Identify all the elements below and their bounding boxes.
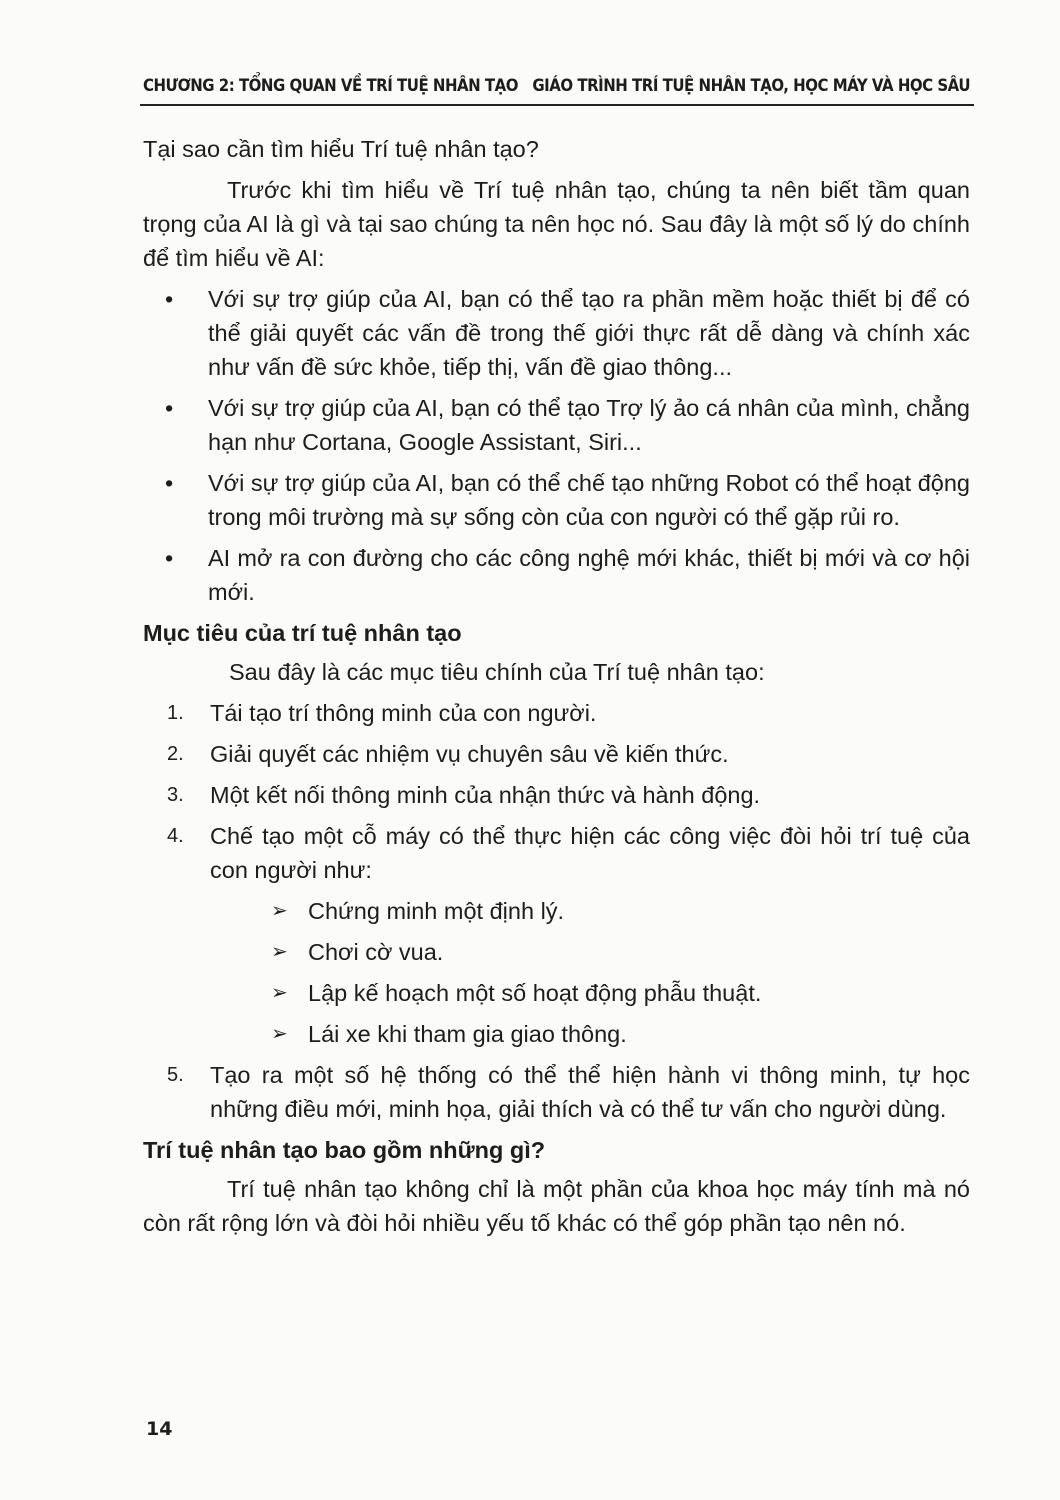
sub-item: ➢ Chơi cờ vua. — [143, 935, 970, 969]
sub-item: ➢ Lái xe khi tham gia giao thông. — [143, 1017, 970, 1051]
arrow-bullet-icon: ➢ — [271, 900, 288, 922]
sub-item: ➢ Lập kế hoạch một số hoạt động phẫu thuật. — [143, 976, 970, 1010]
paragraph: Trước khi tìm hiểu về Trí tuệ nhân tạo, chúng ta nên biết tầm quan trọng của AI là gì và tại sao chúng ta nên học nó. Sau đây là một số lý do chính để tìm hiểu về AI: — [143, 177, 970, 271]
bullet-icon: • — [165, 545, 174, 571]
numbered-item: 2. Giải quyết các nhiệm vụ chuyên sâu về kiến thức. — [167, 741, 729, 767]
sub-item: ➢ Chứng minh một định lý. — [143, 894, 970, 928]
arrow-bullet-icon: ➢ — [271, 982, 288, 1004]
bullet-icon: • — [165, 395, 174, 421]
bullet-item: • Với sự trợ giúp của AI, bạn có thể chế tạo những Robot có thể hoạt động trong môi trường mà sự sống còn của con người có thể gặp rủi ro. — [143, 466, 970, 534]
bullet-item: • Với sự trợ giúp của AI, bạn có thể tạo ra phần mềm hoặc thiết bị để có thể giải quyết các vấn đề trong thế giới thực rất dễ dàng và chính xác như vấn đề sức khỏe, tiếp thị, vấn đề giao thông... — [143, 282, 970, 384]
running-header — [143, 75, 970, 96]
numbered-item: 3. Một kết nối thông minh của nhận thức và hành động. — [167, 782, 761, 808]
paragraph: Sau đây là các mục tiêu chính của Trí tuệ nhân tạo: — [229, 659, 765, 685]
bullet-item: • Với sự trợ giúp của AI, bạn có thể tạo Trợ lý ảo cá nhân của mình, chẳng hạn như Cortana, Google Assistant, Siri... — [143, 391, 970, 459]
bullet-item: • AI mở ra con đường cho các công nghệ mới khác, thiết bị mới và cơ hội mới. — [143, 541, 970, 609]
header-chapter: CHƯƠNG 2: TỔNG QUAN VỀ TRÍ TUỆ NHÂN TẠO — [143, 74, 518, 96]
numbered-item: 5. Tạo ra một số hệ thống có thể thể hiện hành vi thông minh, tự học những điều mới, minh họa, giải thích và có thể tư vấn cho người dùng. — [167, 1062, 970, 1122]
numbered-item: 1. Tái tạo trí thông minh của con người. — [167, 700, 597, 726]
arrow-bullet-icon: ➢ — [271, 941, 288, 963]
header-book-title: GIÁO TRÌNH TRÍ TUỆ NHÂN TẠO, HỌC MÁY VÀ HỌC SÂU — [532, 74, 970, 96]
arrow-bullet-icon: ➢ — [271, 1023, 288, 1045]
numbered-item: 4. Chế tạo một cỗ máy có thể thực hiện các công việc đòi hỏi trí tuệ của con người như: — [167, 823, 970, 883]
page-body — [143, 132, 970, 1247]
page-number: 14 — [146, 1418, 173, 1440]
section-heading: Mục tiêu của trí tuệ nhân tạo — [143, 620, 462, 646]
paragraph: Trí tuệ nhân tạo không chỉ là một phần của khoa học máy tính mà nó còn rất rộng lớn và đòi hỏi nhiều yếu tố khác có thể góp phần tạo nên nó. — [143, 1176, 970, 1236]
bullet-icon: • — [165, 286, 174, 312]
section-heading: Trí tuệ nhân tạo bao gồm những gì? — [143, 1137, 546, 1163]
header-rule — [140, 104, 974, 106]
bullet-icon: • — [165, 470, 174, 496]
section-title: Tại sao cần tìm hiểu Trí tuệ nhân tạo? — [143, 136, 539, 162]
